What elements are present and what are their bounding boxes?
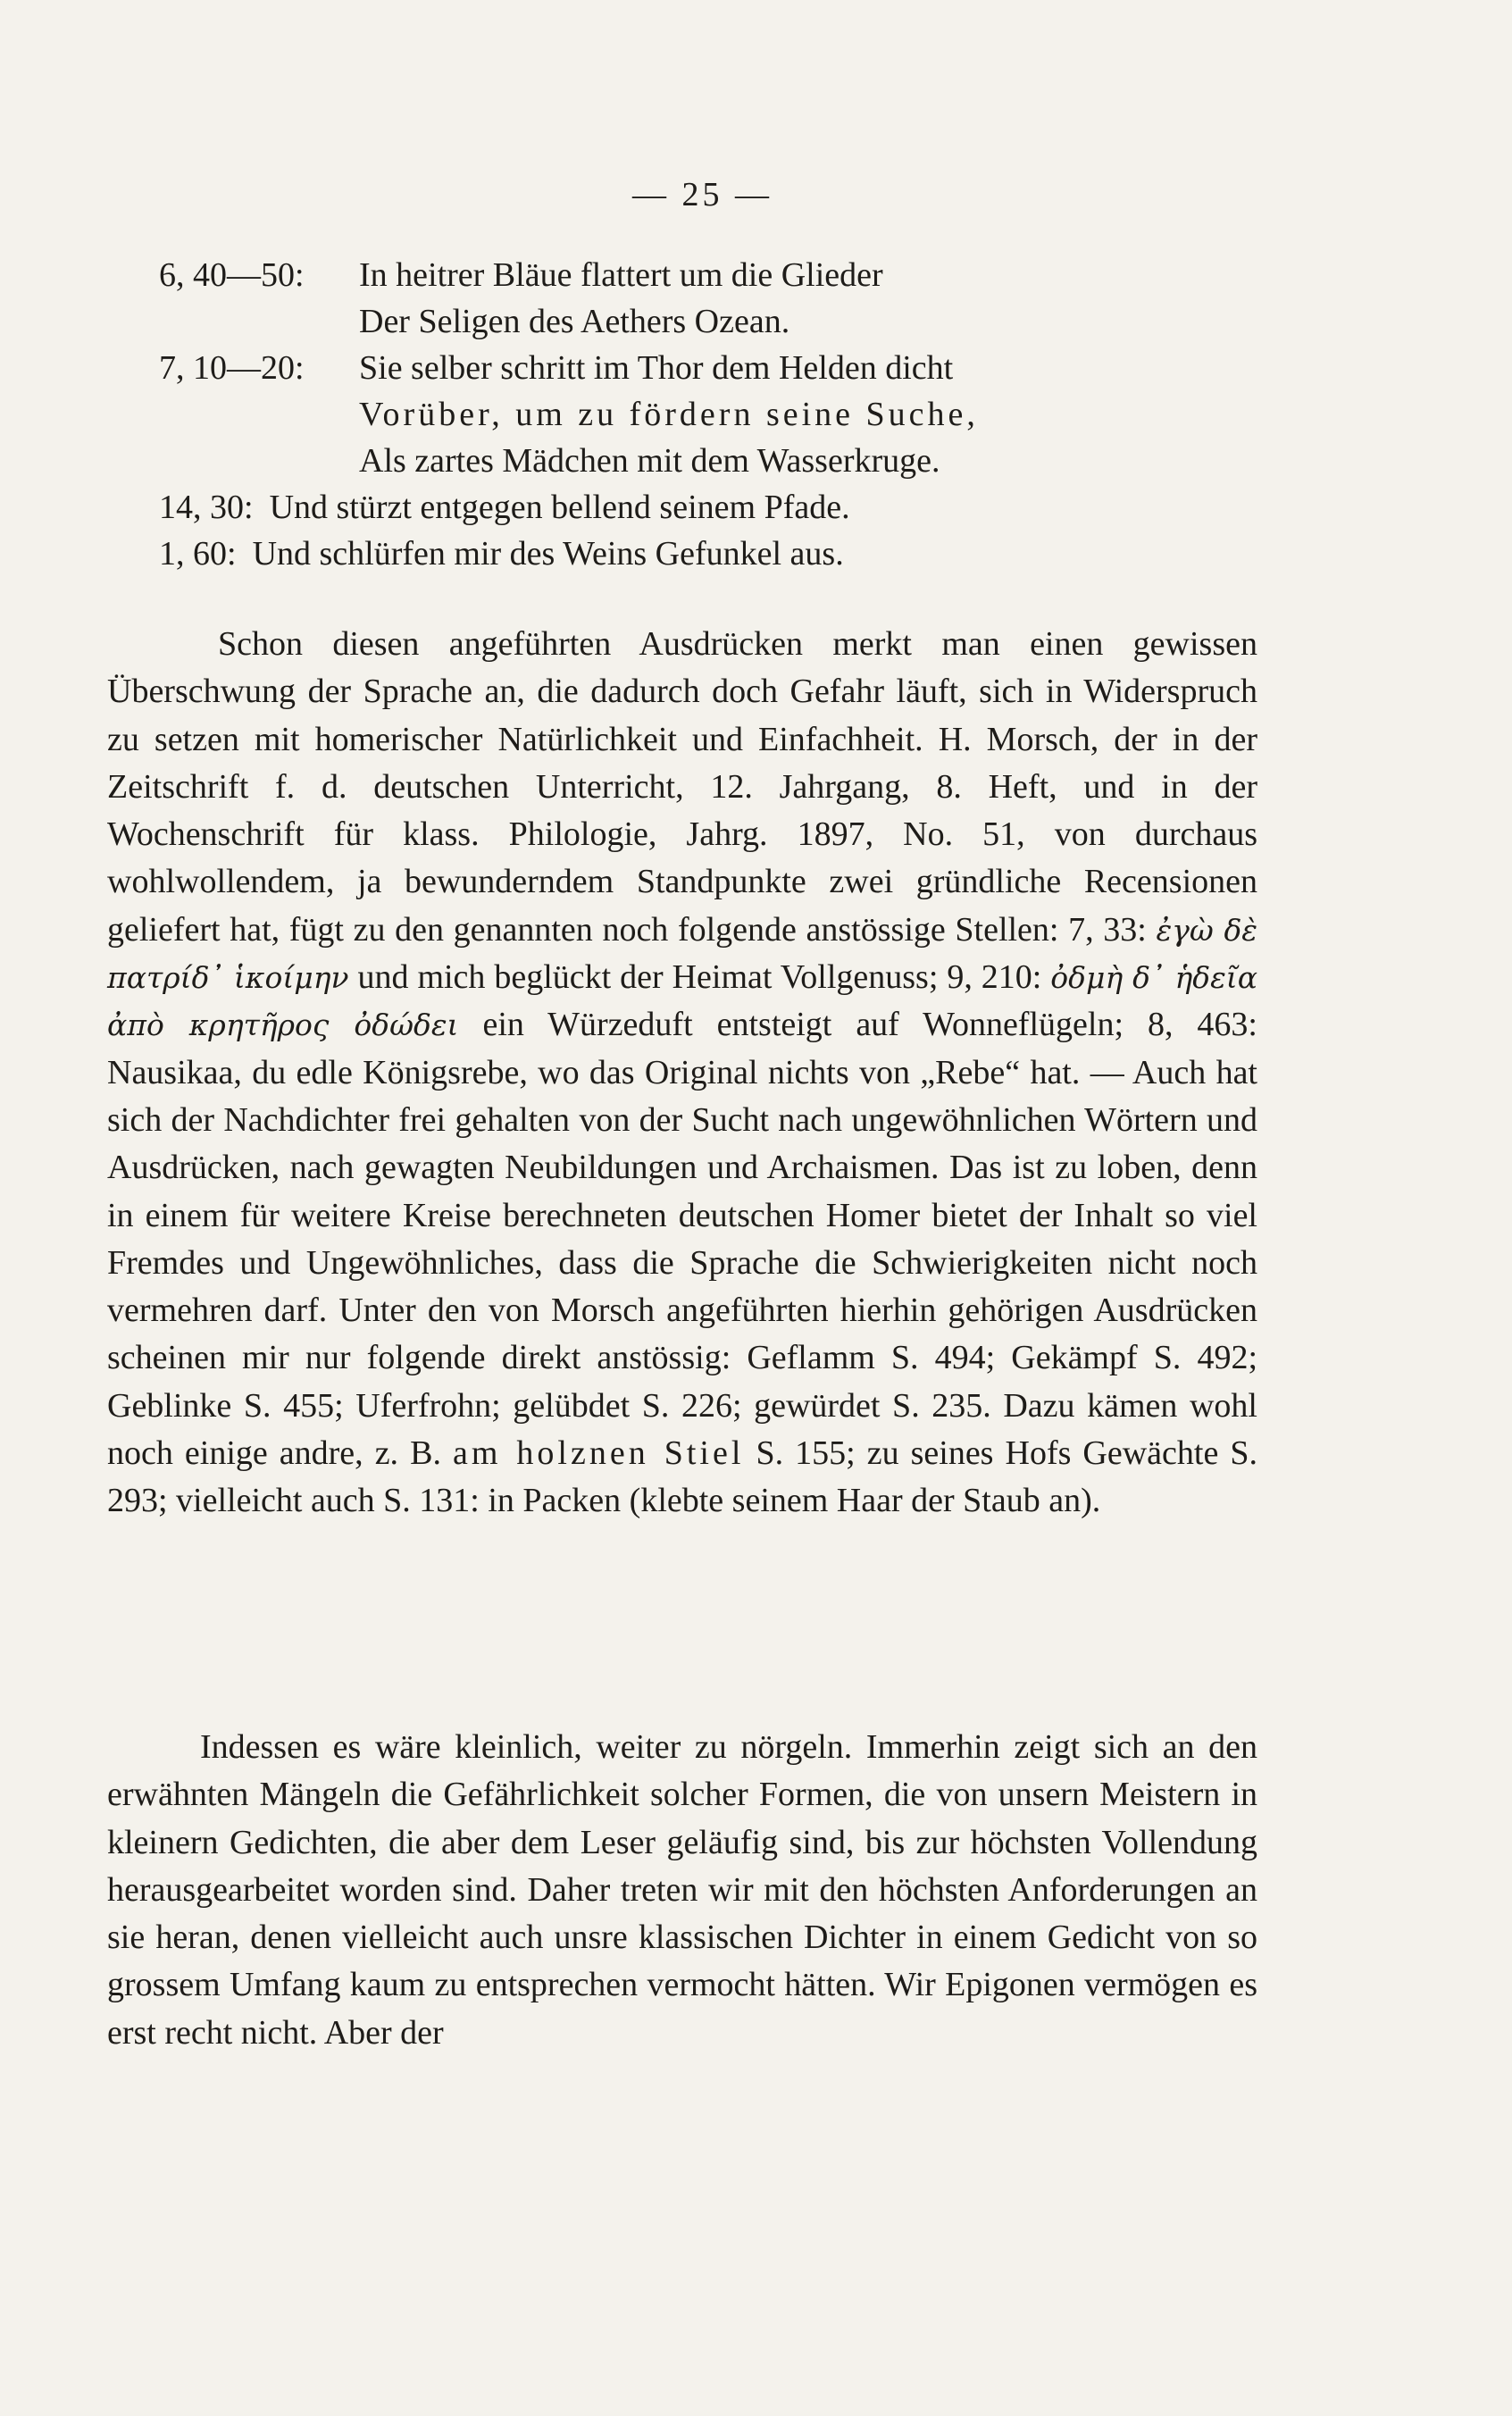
- verse-line: Der Seligen des Aethers Ozean.: [359, 303, 790, 340]
- verse-entry: [159, 484, 1284, 531]
- body-paragraph: [107, 621, 1257, 1526]
- verse-reference: 1, 60:: [159, 535, 237, 573]
- verse-entry: [159, 252, 1284, 345]
- paragraph-text: S. 155; zu seines Hofs Gewächte S. 293; vielleicht auch S. 131: in Packen (klebte seinem Haar der Staub an).: [107, 1434, 1257, 1520]
- verse-line: Und stürzt entgegen bellend seinem Pfade.: [269, 489, 850, 526]
- verse-line: Vorüber, um zu fördern seine Suche,: [359, 396, 979, 433]
- verse-entry: [159, 345, 1284, 484]
- paragraph-text: und mich beglückt der Heimat Vollgenuss; 9, 210:: [357, 958, 1042, 997]
- page-number: — 25 —: [632, 176, 773, 213]
- verse-line: In heitrer Bläue flattert um die Glieder: [359, 256, 883, 294]
- paragraph-text: Schon diesen angeführten Ausdrücken merkt man einen gewissen Überschwung der Sprache an, die dadurch doch Gefahr läuft, sich in Widerspruch zu setzen mit homerischer Natürlichkeit und Einfachheit. H. Morsch, der in der Zeitschrift f. d. deutschen Unterricht, 12. Jahrgang, 8. Heft, und in der Wochenschrift für klass. Philologie, Jahrg. 1897, No. 51, von durchaus wohlwollendem, ja bewunderndem Standpunkte zwei gründliche Recensionen geliefert hat, fügt zu den genannten noch folgende anstössige Stellen: 7, 33:: [107, 625, 1257, 949]
- verse-line: Und schlürfen mir des Weins Gefunkel aus.: [252, 535, 844, 573]
- verse-reference: 14, 30:: [159, 489, 254, 526]
- body-paragraph: [107, 1724, 1257, 2057]
- paragraph-text: ein Würzeduft entsteigt auf Wonneflügeln; 8, 463: Nausikaa, du edle Königsrebe, wo das Original nichts von „Rebe“ hat. — Auch hat sich der Nachdichter frei gehalten von der Sucht nach ungewöhnlichen Wörtern und Ausdrücken, nach gewagten Neubildungen und Archaismen. Das ist zu loben, denn in einem für weitere Kreise berechneten deutschen Homer bietet der Inhalt so viel Fremdes und Ungewöhnliches, dass die Sprache die Schwierigkeiten nicht noch vermehren darf. Unter den von Morsch angeführten hierhin gehörigen Ausdrücken scheinen mir nur folgende direkt anstössig: Geflamm S. 494; Gekämpf S. 492; Geblinke S. 455; Uferfrohn; gelübdet S. 226; gewürdet S. 235. Dazu kämen wohl noch einige andre, z. B.: [107, 1006, 1257, 1473]
- verse-reference: 6, 40—50:: [159, 256, 305, 294]
- greek-quotation: ἐγὼ δὲ πατρίδ᾽ ἱκοίμην: [107, 912, 1258, 996]
- verse-entry: [159, 531, 1284, 577]
- verse-line: Als zartes Mädchen mit dem Wasserkruge.: [359, 442, 940, 480]
- spaced-emphasis: am holznen Stiel: [452, 1434, 745, 1473]
- verse-quotations: [159, 252, 1284, 577]
- paragraph-text: Indessen es wäre kleinlich, weiter zu nörgeln. Immerhin zeigt sich an den erwähnten Mängeln die Gefährlichkeit solcher Formen, die von unsern Meistern in kleinern Gedichten, die aber dem Leser geläufig sind, bis zur höchsten Vollendung herausgearbeitet worden sind. Daher treten wir mit den höchsten Anforderungen an sie heran, denen vielleicht auch unsre klassischen Dichter in einem Gedicht von so grossem Umfang kaum zu entsprechen vermocht hätten. Wir Epigonen vermögen es erst recht nicht. Aber der: [107, 1728, 1257, 2052]
- verse-reference: 7, 10—20:: [159, 349, 305, 387]
- verse-line: Sie selber schritt im Thor dem Helden dicht: [359, 349, 954, 387]
- greek-quotation: ὀδμὴ δ᾽ ἡδεῖα ἀπὸ κρητῆρος ὀδώδει: [107, 960, 1258, 1043]
